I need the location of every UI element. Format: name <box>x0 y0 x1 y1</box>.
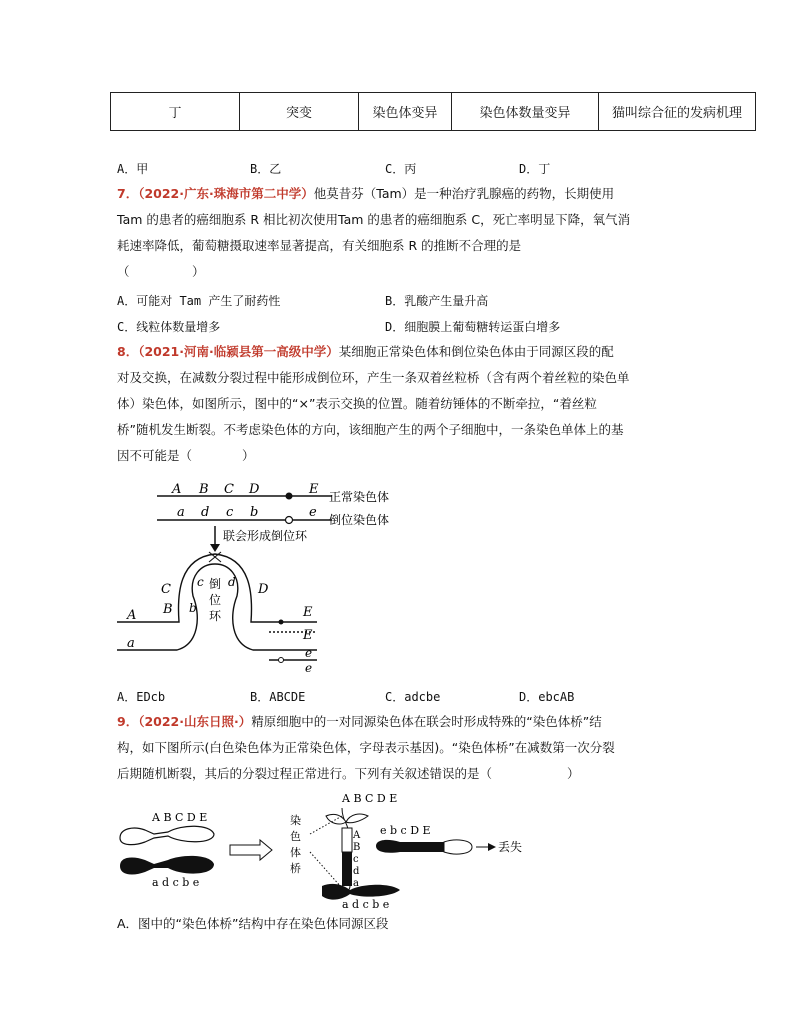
table-row <box>111 93 756 131</box>
question-number: 7． <box>117 186 139 201</box>
gene-label: D <box>249 482 260 497</box>
gene-label: e b c D E <box>380 824 431 837</box>
homolog-pair <box>120 811 214 889</box>
bridge-label: 桥 <box>290 862 301 875</box>
q7-answer-blank: （ ） <box>117 264 205 279</box>
gene-label: a d c b e <box>342 898 390 911</box>
chromosome-bridge-figure <box>110 790 523 911</box>
gene-label: a <box>127 636 135 651</box>
gene-label: D <box>258 582 269 597</box>
label-normal: 正常染色体 <box>329 490 390 504</box>
gene-label: a <box>177 505 185 520</box>
q7-option-b[interactable]: B．乳酸产生量升高 <box>385 294 489 308</box>
inversion-loop-figure <box>117 476 417 676</box>
table-cell: 突变 <box>240 93 359 131</box>
bridge-label: 体 <box>290 846 301 859</box>
gene-label: a d c b e <box>152 876 200 889</box>
q7-stem-line1: 7．（2022·广东·珠海市第二中学）他莫昔芬（Tam）是一种治疗乳腺癌的药物，长期使用 <box>117 186 615 201</box>
gene-label: E <box>303 628 313 643</box>
gene-label: e <box>305 646 313 660</box>
gene-label: C <box>224 482 234 497</box>
gene-label: C <box>161 582 171 597</box>
loop-label: 位 <box>209 593 222 607</box>
label-inverted: 倒位染色体 <box>329 513 390 527</box>
q7-option-a[interactable]: A．可能对 Tam 产生了耐药性 <box>117 294 281 308</box>
gene-label: A <box>353 830 361 841</box>
gene-label: A <box>172 482 182 497</box>
gene-label: d <box>201 505 210 520</box>
bridge-label: 染 <box>290 814 301 827</box>
gene-label: B <box>353 842 361 853</box>
q8-stem-line5: 因不可能是（ ） <box>117 448 255 463</box>
variation-table <box>110 92 756 131</box>
loop-label: 环 <box>209 609 222 623</box>
lost-fragment <box>376 824 522 854</box>
lost-label: 丢失 <box>498 840 523 854</box>
loop-label: 倒 <box>209 577 222 591</box>
gene-label: e <box>305 661 313 675</box>
question-source: （2021·河南·临颍县第一高级中学） <box>138 344 339 359</box>
table-cell: 染色体数量变异 <box>452 93 599 131</box>
inverted-chromosome <box>157 505 389 527</box>
label-arrow: 联会形成倒位环 <box>223 529 308 543</box>
gene-label: B <box>199 482 209 497</box>
bridge-label: 色 <box>290 830 301 843</box>
gene-label: c <box>226 505 234 520</box>
q9-option-a[interactable]: A．图中的“染色体桥”结构中存在染色体同源区段 <box>117 916 389 931</box>
q8-stem-line2: 对及交换，在减数分裂过程中能形成倒位环，产生一条双着丝粒桥（含有两个着丝粒的染色单 <box>117 370 630 385</box>
q8-option-a[interactable]: A．EDcb <box>117 690 166 704</box>
q7-option-d[interactable]: D．细胞膜上葡萄糖转运蛋白增多 <box>385 320 561 334</box>
q8-stem-line4: 桥”随机发生断裂。不考虑染色体的方向，该细胞产生的两个子细胞中，一条染色单体上的基 <box>117 422 624 437</box>
q8-stem-line3: 体）染色体，如图所示，图中的“×”表示交换的位置。随着纺锤体的不断牵拉，“着丝粒 <box>117 396 597 411</box>
question-number: 9． <box>117 714 139 729</box>
question-source: （2022·广东·珠海市第二中学） <box>138 186 314 201</box>
q7-stem-line2: Tam 的患者的癌细胞系 R 相比初次使用Tam 的患者的癌细胞系 C，死亡率明显下降，氧气消 <box>117 212 631 227</box>
table-cell: 猫叫综合征的发病机理 <box>599 93 756 131</box>
q8-option-b[interactable]: B．ABCDE <box>250 690 306 704</box>
q9-stem-line3: 后期随机断裂，其后的分裂过程正常进行。下列有关叙述错误的是（ ） <box>117 766 580 781</box>
table-cell: 染色体变异 <box>359 93 452 131</box>
normal-chromosome <box>157 482 389 504</box>
gene-label: b <box>189 601 197 615</box>
q9-stem-line1: 9．（2022·山东日照·）精原细胞中的一对同源染色体在联会时形成特殊的“染色体桥”结 <box>117 714 602 729</box>
gene-label: E <box>309 482 319 497</box>
gene-label: c <box>197 575 204 589</box>
gene-label: d <box>228 575 236 589</box>
gene-label: A B C D E <box>342 792 398 805</box>
q7-option-c[interactable]: C．线粒体数量增多 <box>117 320 221 334</box>
q6-option-d[interactable]: D．丁 <box>519 162 551 176</box>
q6-option-b[interactable]: B．乙 <box>250 162 282 176</box>
q7-stem-line3: 耗速率降低，葡萄糖摄取速率显著提高，有关细胞系 R 的推断不合理的是 <box>117 238 522 253</box>
question-source: （2022·山东日照·） <box>138 714 252 729</box>
gene-label: d <box>353 866 360 877</box>
q8-option-d[interactable]: D．ebcAB <box>519 690 575 704</box>
q8-stem-line1: 8．（2021·河南·临颍县第一高级中学）某细胞正常染色体和倒位染色体由于同源区段的配 <box>117 344 614 359</box>
q6-option-a[interactable]: A．甲 <box>117 162 149 176</box>
synapsis-arrow <box>210 526 308 552</box>
q8-option-c[interactable]: C．adcbe <box>385 690 441 704</box>
gene-label: E <box>303 605 313 620</box>
transition-arrow <box>230 840 272 860</box>
gene-label: b <box>250 505 259 520</box>
gene-label: c <box>353 854 359 865</box>
table-cell: 丁 <box>111 93 240 131</box>
gene-label: A B C D E <box>152 811 208 824</box>
gene-label: A <box>127 608 137 623</box>
q9-stem-line2: 构，如下图所示(白色染色体为正常染色体，字母表示基因)。“染色体桥”在减数第一次分裂 <box>117 740 615 755</box>
question-number: 8． <box>117 344 139 359</box>
gene-label: e <box>309 505 317 520</box>
gene-label: a <box>353 878 359 889</box>
q6-option-c[interactable]: C．丙 <box>385 162 417 176</box>
gene-label: B <box>163 602 173 617</box>
